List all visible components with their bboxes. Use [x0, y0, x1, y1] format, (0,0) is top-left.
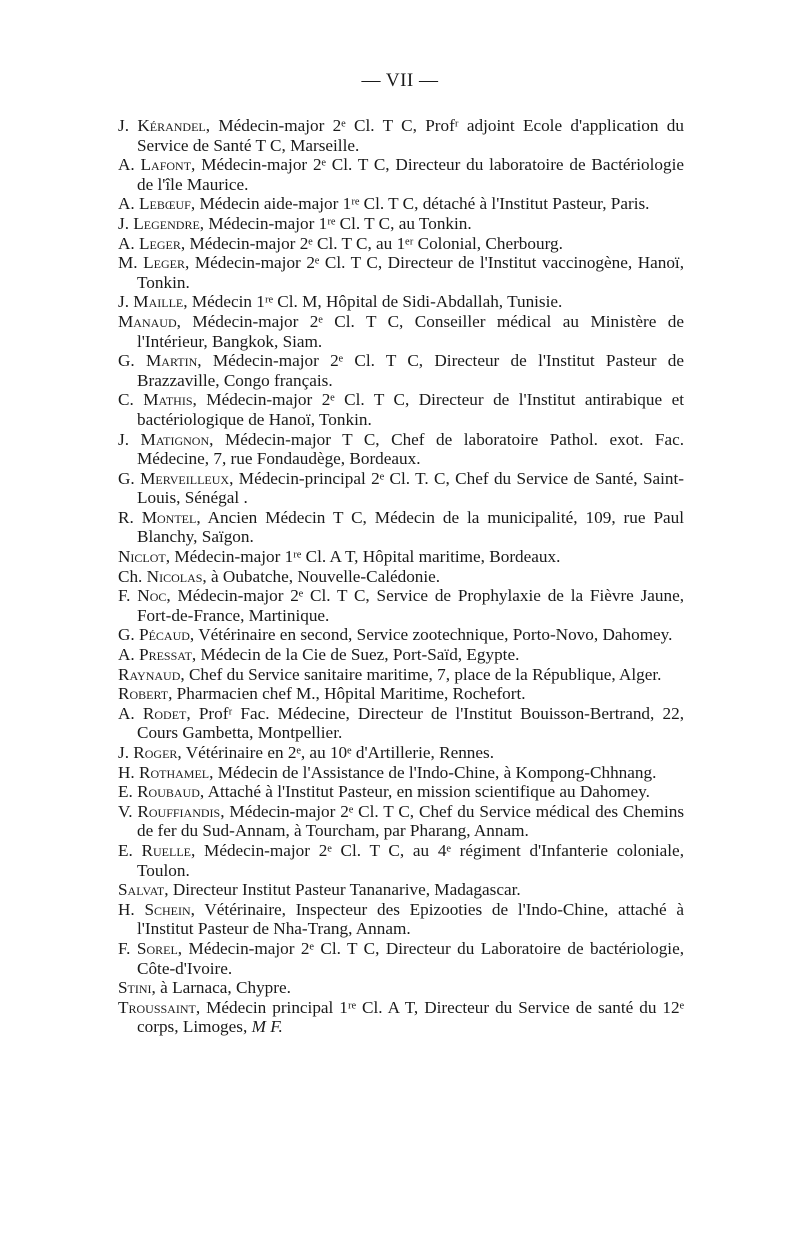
- list-item: [118, 763, 684, 783]
- entry-description: Médecin-principal 2ᵉ Cl. T. C, Chef du Service de Santé, Saint-Louis, Sénégal .: [137, 468, 685, 508]
- entry-initial: H.: [118, 762, 135, 782]
- entry-surname: Leger,: [139, 233, 186, 253]
- list-item: [118, 567, 684, 587]
- list-item: [118, 665, 684, 685]
- entry-surname: Montel,: [141, 507, 201, 527]
- entry-surname: Pressat,: [139, 645, 197, 665]
- list-item: [118, 743, 684, 763]
- list-item: [118, 802, 684, 841]
- list-item: [118, 586, 684, 625]
- entry-initial: R.: [118, 507, 134, 527]
- list-item: [118, 292, 684, 312]
- entry-surname: Sorel,: [136, 938, 183, 958]
- entry-description: Médecin 1ʳᵉ Cl. M, Hôpital de Sidi-Abdallah, Tunisie.: [191, 292, 563, 312]
- entry-description: Chef du Service sanitaire maritime, 7, place de la République, Alger.: [188, 664, 662, 684]
- entry-surname: Martin,: [146, 351, 202, 371]
- list-item: [118, 880, 684, 900]
- entry-description: Médecin-major 2ᵉ Cl. T C, Directeur de l'Institut Pasteur de Brazzaville, Congo français.: [137, 351, 685, 390]
- entry-description: Vétérinaire en 2ᵉ, au 10ᵉ d'Artillerie, Rennes.: [185, 743, 495, 762]
- entry-description: Ancien Médecin T C, Médecin de la municipalité, 109, rue Paul Blanchy, Saïgon.: [137, 507, 685, 547]
- entry-initial: J.: [118, 429, 129, 449]
- entry-description: à Oubatche, Nouvelle-Calédonie.: [211, 566, 441, 586]
- entry-description: Médecin-major 2ᵉ Cl. T C, au 1ᵉʳ Colonial, Cherbourg.: [189, 233, 563, 253]
- entry-description: Médecin-major 2ᵉ Cl. T C, Profʳ adjoint Ecole d'application du Service de Santé T C, Marseille.: [137, 116, 684, 155]
- entry-initial: J.: [118, 292, 129, 312]
- entry-surname: Roger,: [133, 743, 182, 762]
- entry-description: Médecin-major 2ᵉ Cl. T C, Directeur du laboratoire de Bactériologie de l'île Maurice.: [137, 155, 685, 194]
- entry-surname: Matignon,: [140, 429, 214, 449]
- list-item: [118, 782, 684, 802]
- entry-initial: A.: [118, 155, 135, 175]
- entry-surname: Nicolas,: [146, 566, 207, 586]
- entry-initial: V.: [118, 801, 133, 821]
- entry-surname: Ruelle,: [141, 840, 196, 860]
- entry-description: Profʳ Fac. Médecine, Directeur de l'Institut Bouisson-Bertrand, 22, Cours Gambetta, Montpellier.: [137, 703, 684, 743]
- entry-description: Médecin-major T C, Chef de laboratoire Pathol. exot. Fac. Médecine, 7, rue Fondaudège, Bordeaux.: [137, 429, 685, 469]
- entry-initial: A.: [118, 645, 135, 665]
- entry-initial: A.: [118, 194, 135, 214]
- entry-initial: F.: [118, 938, 131, 958]
- list-item: [118, 645, 684, 665]
- entry-description: Attaché à l'Institut Pasteur, en mission scientifique au Dahomey.: [207, 782, 650, 802]
- entry-surname: Maille,: [133, 292, 188, 312]
- entry-surname: Roubaud,: [137, 782, 205, 802]
- entry-surname: Raynaud,: [118, 664, 185, 684]
- entry-description: Médecin-major 2ᵉ Cl. T C, Directeur de l'Institut antirabique et bactériologique de Hanoï, Tonkin.: [137, 390, 684, 429]
- list-item: [118, 351, 684, 390]
- entry-initial: J.: [118, 213, 129, 233]
- entry-initial: E.: [118, 782, 133, 802]
- list-item: [118, 508, 684, 547]
- entry-initial: H.: [118, 899, 135, 919]
- entry-initial: J.: [118, 116, 129, 135]
- entry-description: Médecin-major 1ʳᵉ Cl. A T, Hôpital maritime, Bordeaux.: [174, 547, 561, 567]
- list-item: [118, 214, 684, 234]
- list-item: [118, 430, 684, 469]
- entry-initial: G.: [118, 625, 135, 645]
- entry-initial: F.: [118, 586, 131, 606]
- entry-surname: Lafont,: [140, 155, 196, 175]
- entry-initial: G.: [118, 468, 135, 488]
- entry-surname: Mathis,: [143, 390, 197, 410]
- list-item: [118, 547, 684, 567]
- entry-surname: Pécaud,: [139, 625, 195, 645]
- entry-description: Pharmacien chef M., Hôpital Maritime, Rochefort.: [176, 684, 526, 704]
- entry-description: Médecin-major 2ᵉ Cl. T C, au 4ᵉ régiment d'Infanterie coloniale, Toulon.: [137, 840, 684, 880]
- entry-description: Vétérinaire, Inspecteur des Epizooties de l'Indo-Chine, attaché à l'Institut Pasteur de Nha-Trang, Annam.: [137, 899, 685, 939]
- entry-description: Vétérinaire en second, Service zootechnique, Porto-Novo, Dahomey.: [198, 625, 673, 645]
- entry-italic-tail: M F.: [251, 1017, 283, 1037]
- list-item: [118, 469, 684, 508]
- entry-surname: Rouffiandis,: [137, 801, 225, 821]
- list-item: [118, 704, 684, 743]
- list-item: [118, 155, 684, 194]
- entry-description: à Larnaca, Chypre.: [160, 978, 291, 998]
- entry-initial: E.: [118, 840, 133, 860]
- entry-description: Médecin-major 2ᵉ Cl. T C, Directeur du Laboratoire de bactériologie, Côte-d'Ivoire.: [137, 938, 685, 978]
- entry-description: Médecin-major 1ʳᵉ Cl. T C, au Tonkin.: [208, 213, 472, 233]
- entry-surname: Leger,: [143, 253, 190, 273]
- list-item: [118, 939, 684, 978]
- member-list: [118, 116, 684, 1037]
- entry-surname: Schein,: [144, 899, 195, 919]
- list-item: [118, 194, 684, 214]
- entry-surname: Robert,: [118, 684, 173, 704]
- entry-surname: Manaud,: [118, 311, 181, 331]
- entry-description: Directeur Institut Pasteur Tananarive, Madagascar.: [172, 880, 521, 900]
- list-item: [118, 390, 684, 429]
- entry-surname: Stini,: [118, 978, 156, 998]
- list-item: [118, 684, 684, 704]
- entry-surname: Salvat,: [118, 880, 169, 900]
- entry-description: Médecin aide-major 1ʳᵉ Cl. T C, détaché à l'Institut Pasteur, Paris.: [199, 194, 650, 214]
- entry-initial: J.: [118, 743, 129, 762]
- list-item: [118, 625, 684, 645]
- entry-initial: A.: [118, 703, 135, 723]
- entry-surname: Troussaint,: [118, 997, 201, 1017]
- entry-description: Médecin de la Cie de Suez, Port-Saïd, Egypte.: [200, 645, 520, 665]
- entry-surname: Noc,: [137, 586, 171, 606]
- entry-description: Médecin de l'Assistance de l'Indo-Chine, à Kompong-Chhnang.: [217, 762, 657, 782]
- list-item: [118, 841, 684, 880]
- entry-description: Médecin-major 2ᵉ Cl. T C, Conseiller médical au Ministère de l'Intérieur, Bangkok, Siam.: [137, 311, 685, 351]
- entry-initial: C.: [118, 390, 134, 410]
- entry-initial: Ch.: [118, 566, 143, 586]
- entry-initial: G.: [118, 351, 135, 371]
- list-item: [118, 312, 684, 351]
- page-number-header: — VII —: [361, 70, 439, 91]
- list-item: [118, 978, 684, 998]
- entry-description: Médecin-major 2ᵉ Cl. T C, Directeur de l'Institut vaccinogène, Hanoï, Tonkin.: [137, 253, 684, 292]
- entry-surname: Lebœuf,: [139, 194, 196, 214]
- list-item: [118, 998, 684, 1037]
- entry-description: Médecin-major 2ᵉ Cl. T C, Service de Prophylaxie de la Fièvre Jaune, Fort-de-France, Martinique.: [137, 586, 685, 625]
- list-item: [118, 900, 684, 939]
- list-item: [118, 116, 684, 155]
- entry-initial: M.: [118, 253, 138, 273]
- entry-surname: Legendre,: [133, 213, 205, 233]
- entry-surname: Niclot,: [118, 547, 171, 567]
- entry-description: Médecin principal 1ʳᵉ Cl. A T, Directeur du Service de santé du 12ᵉ corps, Limoges,: [137, 997, 684, 1037]
- list-item: [118, 234, 684, 254]
- entry-surname: Rothamel,: [139, 762, 214, 782]
- entry-surname: Kérandel,: [137, 116, 211, 135]
- entry-initial: A.: [118, 233, 135, 253]
- entry-description: Médecin-major 2ᵉ Cl. T C, Chef du Service médical des Chemins de fer du Sud-Annam, à Tourcham, par Pharang, Annam.: [137, 801, 685, 841]
- entry-surname: Rodet,: [142, 703, 191, 723]
- entry-surname: Merveilleux,: [140, 468, 234, 488]
- list-item: [118, 253, 684, 292]
